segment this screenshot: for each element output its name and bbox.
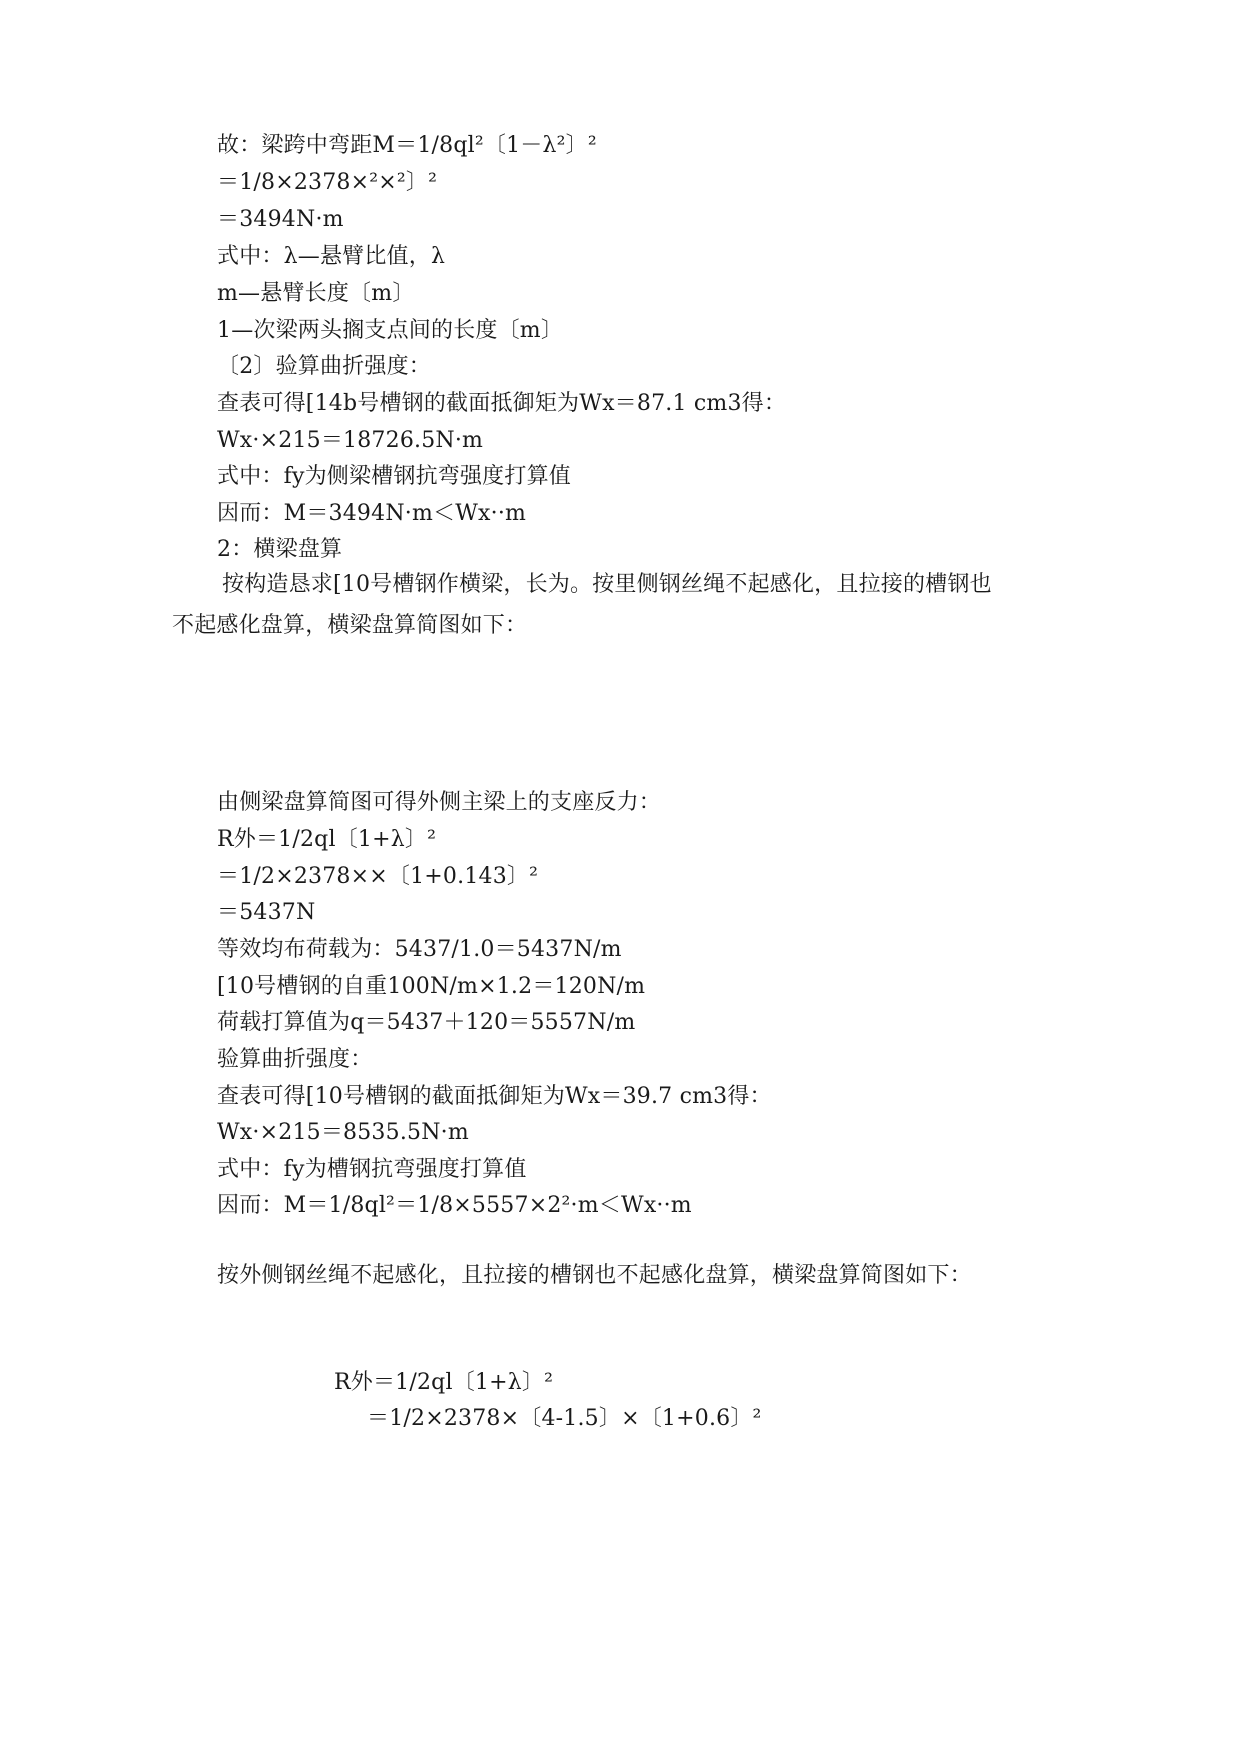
moment-result-line: ＝3494N·m <box>217 207 344 232</box>
bending-check-heading: 〔2〕验算曲折强度： <box>217 354 431 379</box>
reaction-substitution-line-2: ＝1/2×2378×〔4-1.5〕×〔1+0.6〕² <box>367 1406 762 1431</box>
outer-rope-paragraph: 按外侧钢丝绳不起感化，且拉接的槽钢也不起感化盘算，横梁盘算简图如下： <box>217 1263 972 1288</box>
reaction-substitution-line: ＝1/2×2378××〔1+0.143〕² <box>217 864 539 889</box>
design-load-line: 荷载打算值为q＝5437＋120＝5557N/m <box>217 1010 636 1035</box>
crossbeam-heading: 2：横梁盘算 <box>217 537 343 562</box>
section-modulus-14b-line: 查表可得[14b号槽钢的截面抵御矩为Wx＝87.1 cm3得： <box>217 391 787 416</box>
definition-l-line: 1—次梁两头搁支点间的长度〔m〕 <box>217 318 564 343</box>
moment-formula-line: 故：梁跨中弯距M＝1/8ql²〔1－λ²〕² <box>217 133 597 158</box>
resistance-moment-14b-line: Wx·×215＝18726.5N·m <box>217 428 484 453</box>
support-reaction-intro: 由侧梁盘算简图可得外侧主梁上的支座反力： <box>217 790 662 815</box>
fy-definition-line: 式中：fy为侧梁槽钢抗弯强度打算值 <box>217 464 571 489</box>
equivalent-load-line: 等效均布荷载为：5437/1.0＝5437N/m <box>217 937 622 962</box>
conclusion-line-1: 因而：M＝3494N·m＜Wx··m <box>217 501 527 526</box>
self-weight-line: [10号槽钢的自重100N/m×1.2＝120N/m <box>217 974 646 999</box>
moment-substitution-line: ＝1/8×2378×²×²〕² <box>217 170 438 195</box>
fy-definition-line-2: 式中：fy为槽钢抗弯强度打算值 <box>217 1157 527 1182</box>
resistance-moment-10-line: Wx·×215＝8535.5N·m <box>217 1120 469 1145</box>
definition-m-line: m—悬臂长度〔m〕 <box>217 281 415 306</box>
bending-check-heading-2: 验算曲折强度： <box>217 1047 373 1072</box>
crossbeam-intro-paragraph: 按构造恳求[10号槽钢作横梁，长为。按里侧钢丝绳不起感化，且拉接的槽钢也不起感化盘算，横梁盘算简图如下： <box>172 572 992 638</box>
reaction-result-line: ＝5437N <box>217 900 316 925</box>
reaction-formula-line-2: R外＝1/2ql〔1+λ〕² <box>334 1370 554 1395</box>
conclusion-line-2: 因而：M＝1/8ql²＝1/8×5557×2²·m＜Wx··m <box>217 1193 692 1218</box>
section-modulus-10-line: 查表可得[10号槽钢的截面抵御矩为Wx＝39.7 cm3得： <box>217 1084 772 1109</box>
reaction-formula-line: R外＝1/2ql〔1+λ〕² <box>217 827 437 852</box>
definition-lambda-line: 式中：λ—悬臂比值，λ <box>217 244 446 269</box>
